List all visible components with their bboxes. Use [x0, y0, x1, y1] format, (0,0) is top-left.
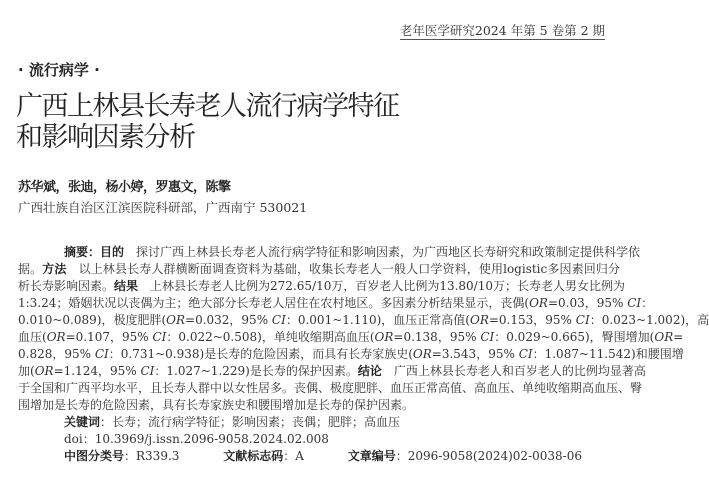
abstract-text: OR: [529, 296, 548, 310]
abstract-line: [18, 346, 684, 363]
abstract-text: =: [673, 330, 684, 344]
abstract-text: ：0.731~0.938)是长寿的危险因素，而具有长寿家族史(: [108, 347, 413, 361]
abstract-body: [18, 244, 709, 414]
abstract-text: ：1.087~11.542)和腰围增: [532, 347, 684, 361]
clc-label: 中图分类号: [64, 449, 125, 463]
abstract-text: OR: [166, 313, 186, 327]
abstract-text: ：0.023~1.002)，高: [589, 313, 709, 327]
abstract-text: CI: [94, 347, 109, 361]
abstract-line: [18, 380, 643, 397]
abstract-text: OR: [34, 364, 54, 378]
doc-code-value: ：A: [283, 449, 304, 463]
abstract-line: [18, 363, 646, 380]
abstract-text: 析长寿影响因素。: [18, 279, 115, 293]
abstract-text: =0.138，95%: [393, 330, 481, 344]
classification-row: [18, 448, 620, 465]
abstract-text: =0.03，95%: [547, 296, 628, 310]
abstract-text: ：: [641, 296, 654, 310]
title-line-2: 和影响因素分析: [16, 122, 195, 153]
abstract-text: OR: [654, 330, 674, 344]
section-label: · 流行病学 ·: [18, 61, 100, 79]
abstract-text: 以上林县长寿人群横断面调查资料为基础，收集长寿老人一般人口学资料，使用logistic多因素回归分: [66, 262, 620, 276]
abstract-text: 1:3.24；婚姻状况以丧偶为主；绝大部分长寿老人居住在农村地区。多因素分析结果显示，丧偶(: [18, 296, 530, 310]
abstract-text: ：1.027~1.229)是长寿的保护因素。: [154, 364, 358, 378]
abstract-text: CI: [627, 296, 642, 310]
abstract-line: [18, 261, 620, 278]
abstract-text: ：0.029~0.665)，臀围增加(: [494, 330, 655, 344]
abstract-text: OR: [46, 330, 66, 344]
abstract: [18, 244, 709, 465]
abstract-line: [18, 278, 626, 295]
abstract-heading: 摘要：目的: [64, 245, 125, 259]
abstract-text: 广西上林县长寿老人和百岁老人的比例均显著高: [381, 364, 646, 378]
clc-value: ：R339.3: [124, 449, 180, 463]
doi: doi：10.3969/j.issn.2096-9058.2024.02.008: [64, 432, 329, 446]
abstract-text: CI: [480, 330, 495, 344]
abstract-text: OR: [469, 313, 489, 327]
abstract-text: CI: [518, 347, 533, 361]
abstract-text: 加(: [18, 364, 35, 378]
abstract-text: 探讨广西上林县长寿老人流行病学特征和影响因素，为广西地区长寿研究和政策制定提供科学依: [124, 245, 641, 259]
abstract-line: [18, 329, 684, 346]
abstract-text: CI: [575, 313, 590, 327]
abstract-text: ：0.022~0.508)，单纯收缩期高血压(: [166, 330, 375, 344]
abstract-heading: 结果: [114, 279, 139, 293]
abstract-heading: 结论: [357, 364, 382, 378]
abstract-text: =0.153，95%: [488, 313, 576, 327]
abstract-text: =3.543，95%: [431, 347, 519, 361]
abstract-text: CI: [271, 313, 286, 327]
title-line-1: 广西上林县长寿老人流行病学特征: [16, 91, 399, 122]
affiliation: 广西壮族自治区江滨医院科研部，广西南宁 530021: [18, 200, 308, 215]
article-no-label: 文章编号: [347, 449, 396, 463]
abstract-line: [18, 397, 620, 414]
abstract-text: =1.124，95%: [53, 364, 141, 378]
abstract-text: 血压(: [18, 330, 47, 344]
abstract-line: [18, 312, 709, 329]
abstract-text: 于全国和广西平均水平，且长寿人群中以女性居多。丧偶、极度肥胖、血压正常高值、高血压、单纯收缩期高血压、臀: [18, 381, 643, 395]
abstract-text: =0.107，95%: [65, 330, 153, 344]
abstract-text: 0.010~0.089)，极度肥胖(: [18, 313, 167, 327]
abstract-text: CI: [152, 330, 167, 344]
abstract-text: ：0.001~1.110)，血压正常高值(: [285, 313, 470, 327]
doc-code-label: 文献标志码: [223, 449, 284, 463]
abstract-text: 0.828，95%: [18, 347, 95, 361]
abstract-line: [18, 244, 641, 261]
abstract-text: CI: [140, 364, 155, 378]
authors: 苏华斌，张迪，杨小婷，罗惠文，陈擎: [18, 180, 231, 195]
abstract-text: 上林县长寿老人比例为272.65/10万，百岁老人比例为13.80/10万；长寿老人男女比例为: [138, 279, 626, 293]
abstract-text: OR: [412, 347, 432, 361]
abstract-line: [18, 295, 654, 312]
abstract-text: =0.032，95%: [185, 313, 272, 327]
paper-title: [16, 91, 399, 153]
keywords-label: 关键词: [64, 415, 101, 429]
abstract-text: OR: [374, 330, 394, 344]
keywords-value: ：长寿；流行病学特征；影响因素；丧偶；肥胖；高血压: [100, 415, 401, 429]
keywords: [18, 414, 620, 431]
abstract-heading: 方法: [42, 262, 67, 276]
journal-header: 老年医学研究2024 年第 5 卷第 2 期: [399, 23, 605, 38]
abstract-text: 据。: [18, 262, 43, 276]
article-no-value: ：2096-9058(2024)02-0038-06: [395, 449, 582, 463]
abstract-text: 围增加是长寿的危险因素，具有长寿家族史和腰围增加是长寿的保护因素。: [18, 398, 415, 412]
